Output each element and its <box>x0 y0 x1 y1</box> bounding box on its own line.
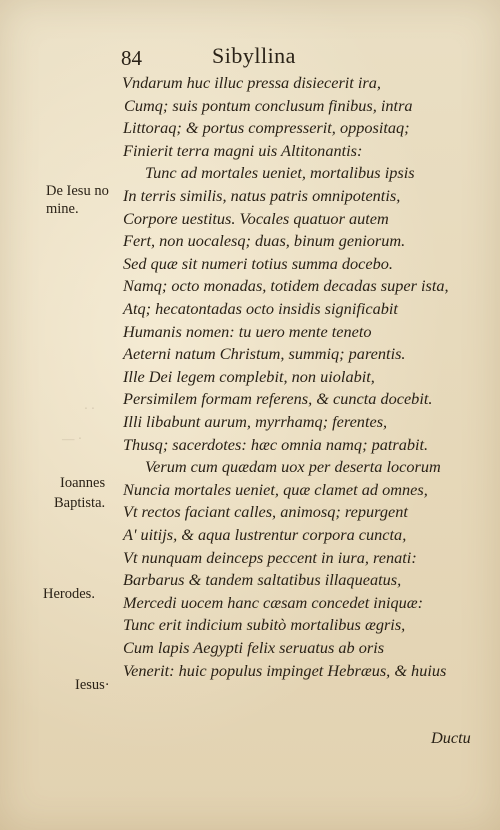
poem-line: Littoraq; & portus compresserit, oppositaq; <box>123 118 410 138</box>
poem-line: Humanis nomen: tu uero mente teneto <box>123 321 372 341</box>
poem-line: Cumq; suis pontum conclusum finibus, intra <box>124 95 413 115</box>
margin-note-de-iesu-nomine: mine. <box>46 201 79 217</box>
page-number: 84 <box>121 46 142 70</box>
poem-line: Vndarum huc illuc pressa disiecerit ira, <box>122 73 381 92</box>
poem-line: Sed quæ sit numeri totius summa docebo. <box>123 253 393 273</box>
margin-note-herodes: Herodes. <box>43 586 95 602</box>
poem-line: Corpore uestitus. Vocales quatuor autem <box>123 208 389 228</box>
poem-line: Venerit: huic populus impinget Hebræus, & huius <box>123 660 447 680</box>
running-title: Sibyllina <box>212 43 296 68</box>
poem-line: In terris similis, natus patris omnipotentis, <box>123 186 401 205</box>
poem-line: Vt nunquam deinceps peccent in iura, renati: <box>123 547 417 567</box>
poem-line: Thusq; sacerdotes: hæc omnia namq; patrabit. <box>123 434 429 454</box>
show-through-mark: — · <box>62 432 82 447</box>
poem-line: Nuncia mortales ueniet, quæ clamet ad omnes, <box>123 479 428 499</box>
margin-note-de-iesu-nomine: De Iesu no <box>46 183 109 199</box>
poem-line: Mercedi uocem hanc cæsam concedet iniquæ: <box>123 592 424 612</box>
poem-line: A' uitijs, & aqua lustrentur corpora cuncta, <box>123 525 407 544</box>
poem-line: Namq; octo monadas, totidem decadas super ista, <box>123 276 449 296</box>
poem-line: Finierit terra magni uis Altitonantis: <box>123 140 363 160</box>
show-through-mark: · · <box>84 402 95 417</box>
catchword: Ductu <box>431 728 471 747</box>
poem-line: Illi libabunt aurum, myrrhamq; ferentes, <box>123 412 388 431</box>
poem-line: Fert, non uocalesq; duas, binum geniorum. <box>123 231 406 251</box>
margin-note-ioannes-baptista: Ioannes <box>60 475 106 491</box>
poem-line: Ille Dei legem complebit, non uiolabit, <box>123 366 375 386</box>
poem-line: Verum cum quædam uox per deserta locorum <box>145 457 441 477</box>
poem-line: Barbarus & tandem saltatibus illaqueatus, <box>123 570 402 590</box>
poem-line: Atq; hecatontadas octo insidis significabit <box>123 299 398 318</box>
poem-line: Tunc ad mortales ueniet, mortalibus ipsis <box>145 163 415 183</box>
poem-line: Aeterni natum Christum, summiq; parentis. <box>123 344 406 364</box>
margin-note-ioannes-baptista: Baptista. <box>54 495 106 511</box>
poem-line: Cum lapis Aegypti felix seruatus ab oris <box>123 638 385 657</box>
margin-note-iesus: Iesus· <box>75 677 110 693</box>
poem-line: Tunc erit indicium subitò mortalibus ægris, <box>123 615 406 635</box>
poem-line: Persimilem formam referens, & cuncta docebit. <box>123 389 433 409</box>
poem-line: Vt rectos faciant calles, animosq; repurgent <box>123 502 408 522</box>
